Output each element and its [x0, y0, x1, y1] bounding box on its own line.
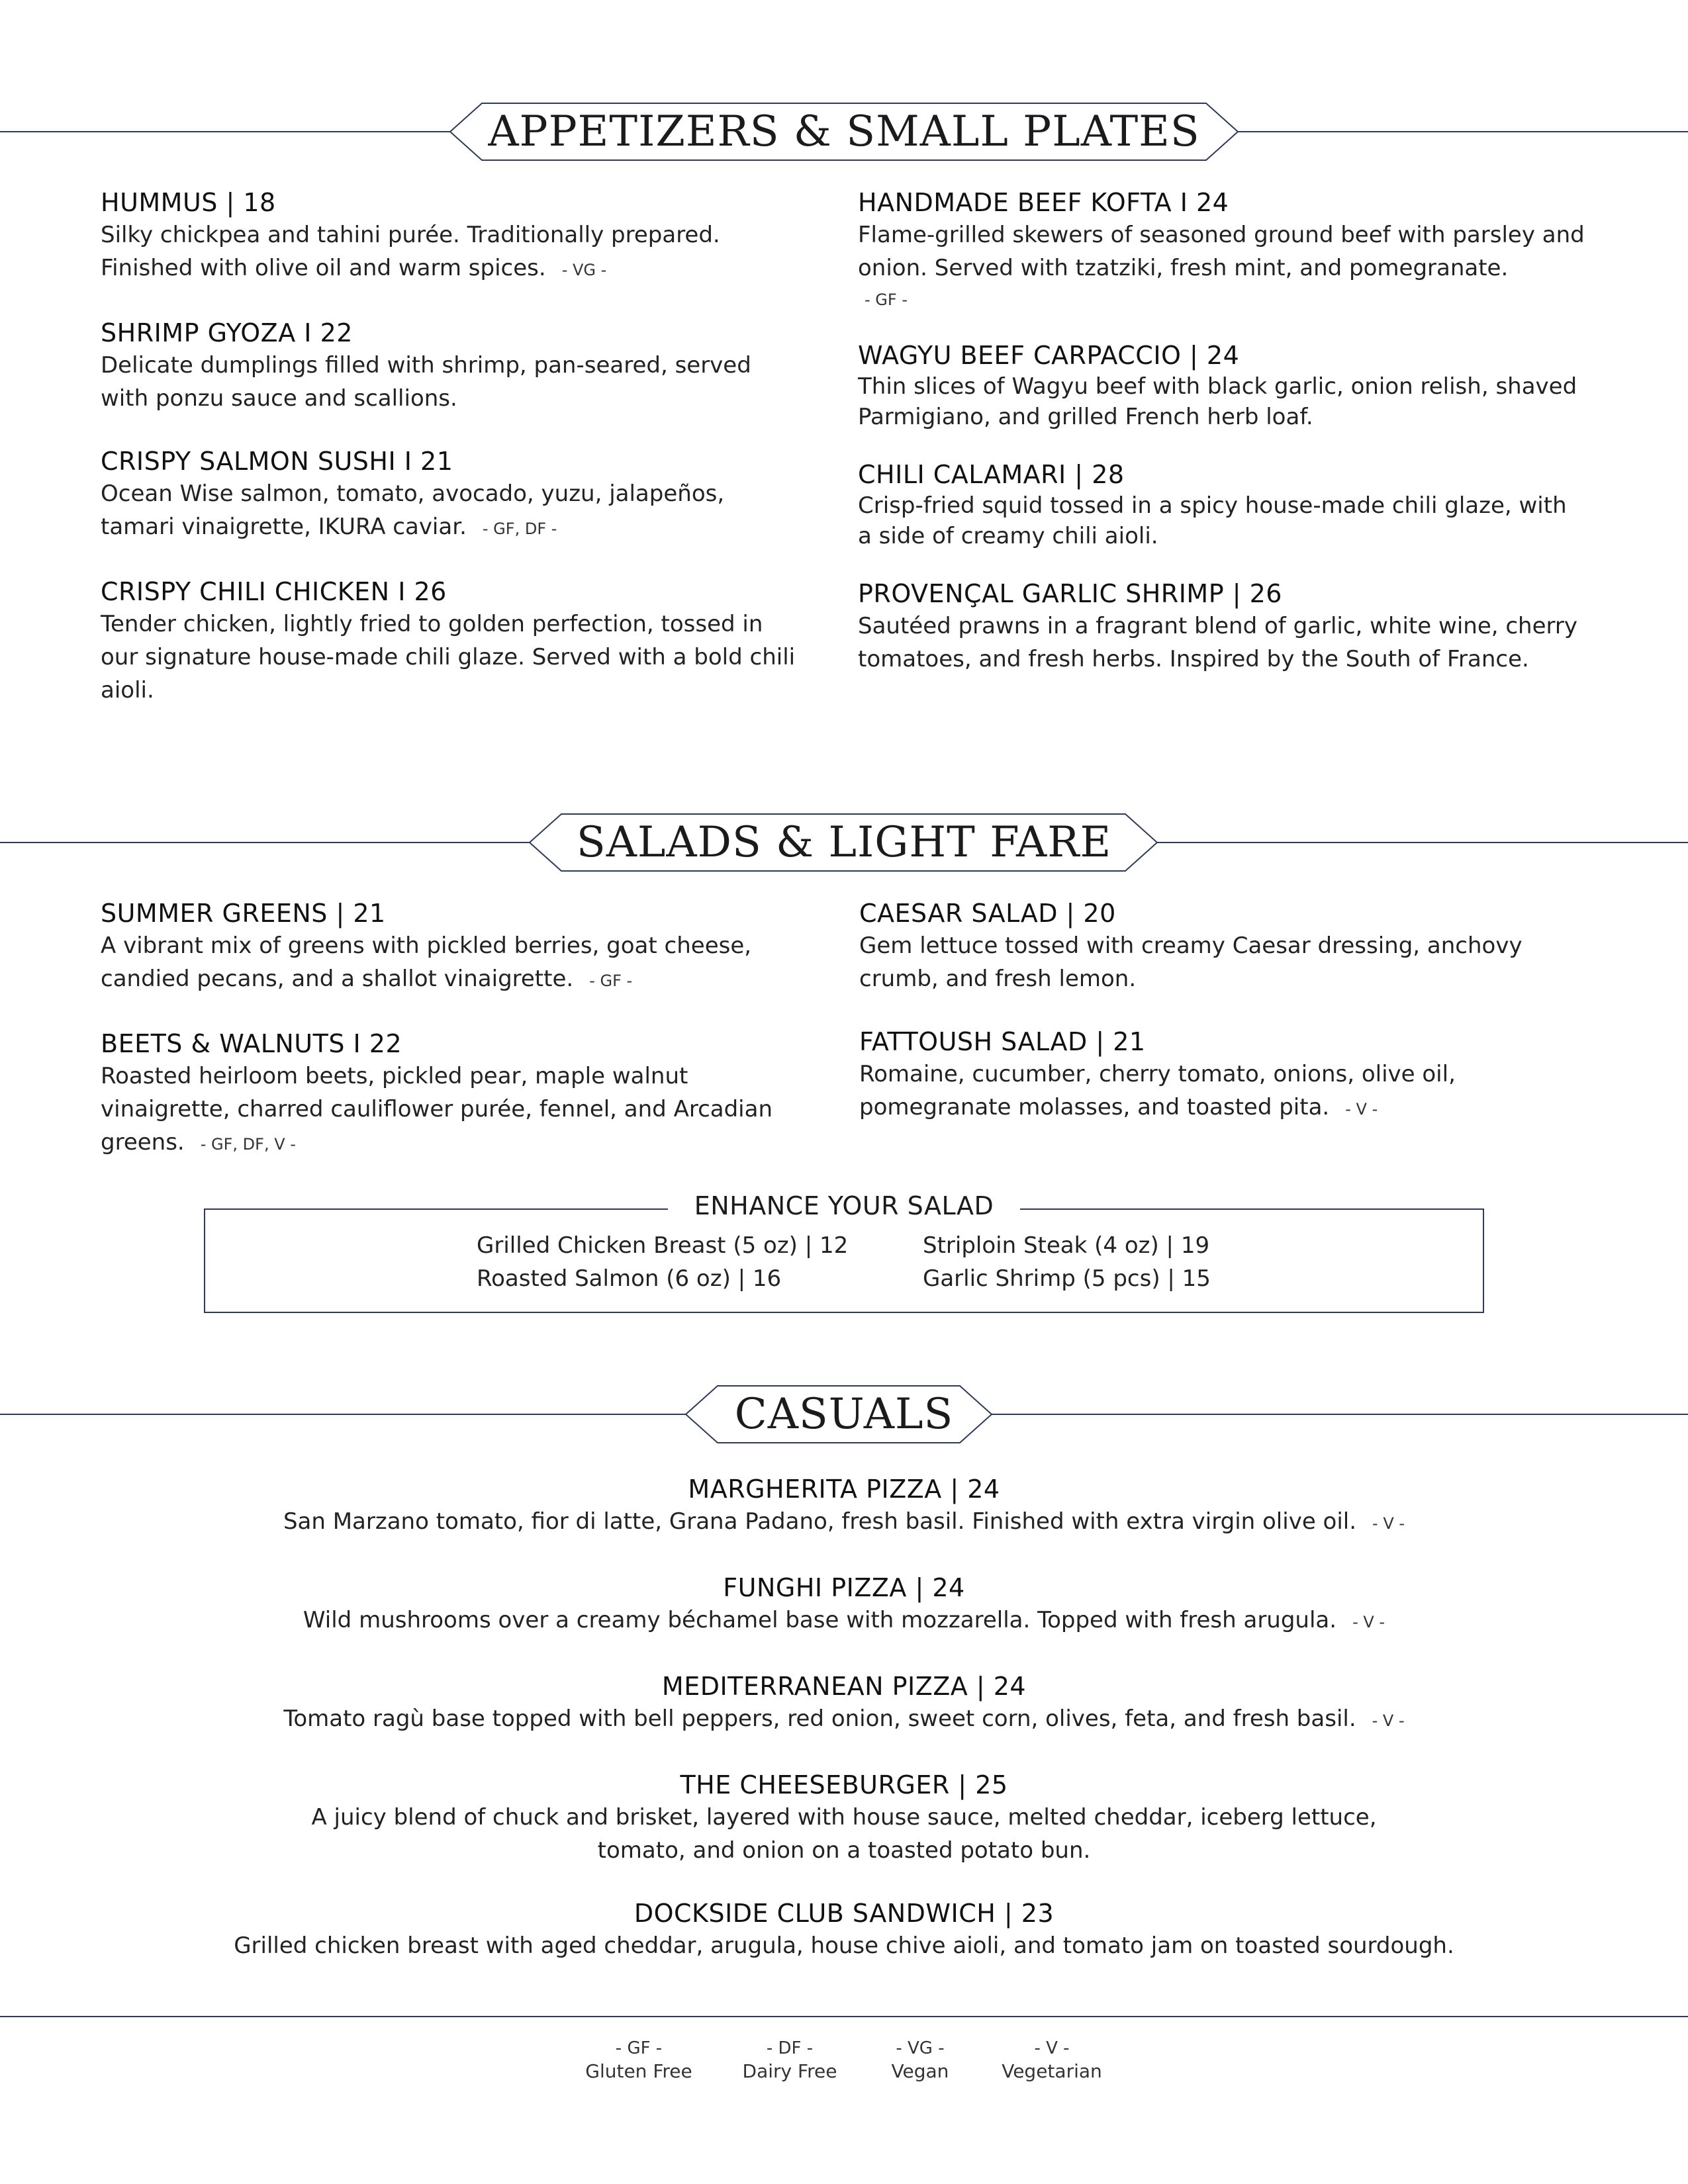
menu-item [101, 317, 802, 415]
menu-item [0, 1897, 1688, 1962]
diet-tag: - V - [1345, 1100, 1378, 1118]
legend-code: - V - [1034, 2038, 1070, 2058]
menu-item [0, 1473, 1688, 1540]
item-title: CHILI CALAMARI | 28 [858, 460, 1125, 489]
item-description: Grilled chicken breast with aged cheddar, arugula, house chive aioli, and tomato jam on toasted sourdough. [234, 1933, 1454, 1959]
legend-label: Dairy Free [742, 2060, 837, 2082]
item-title: HUMMUS | 18 [101, 188, 276, 217]
legend-label: Gluten Free [585, 2060, 692, 2082]
section-title: CASUALS [734, 1390, 954, 1439]
enhance-option: Roasted Salmon (6 oz) | 16 [477, 1265, 782, 1292]
diet-tag: - GF, DF - [482, 520, 557, 538]
salads-header [0, 813, 1688, 872]
item-title: CRISPY CHILI CHICKEN I 26 [101, 577, 447, 606]
appetizers-left-column [101, 187, 802, 737]
item-description: Delicate dumplings filled with shrimp, pan-seared, served with ponzu sauce and scallions. [101, 352, 751, 412]
menu-item [101, 576, 802, 707]
item-description: Wild mushrooms over a creamy béchamel base with mozzarella. Topped with fresh arugula. - V - [303, 1607, 1385, 1633]
section-title: APPETIZERS & SMALL PLATES [488, 107, 1200, 156]
menu-item [0, 1572, 1688, 1639]
item-description: Tomato ragù base topped with bell peppers, red onion, sweet corn, olives, feta, and fresh basil. - V - [283, 1706, 1405, 1732]
casuals-list [0, 1473, 1688, 1994]
item-title: FATTOUSH SALAD | 21 [859, 1027, 1146, 1056]
legend-v [989, 2037, 1115, 2083]
diet-tag: - V - [1372, 1514, 1405, 1533]
menu-item [859, 897, 1561, 995]
legend-df [727, 2037, 853, 2083]
enhance-salad-box [204, 1208, 1484, 1313]
menu-item [859, 1026, 1561, 1126]
item-title: THE CHEESEBURGER | 25 [680, 1770, 1008, 1799]
menu-item [101, 1028, 809, 1161]
item-description: Sautéed prawns in a fragrant blend of garlic, white wine, cherry tomatoes, and fresh herbs. Inspired by the South of France. [858, 613, 1578, 672]
casuals-header [0, 1385, 1688, 1444]
item-description: A vibrant mix of greens with pickled berries, goat cheese, candied pecans, and a shallot vinaigrette. - GF - [101, 933, 752, 992]
appetizers-header [0, 102, 1688, 161]
item-title: SUMMER GREENS | 21 [101, 899, 386, 928]
legend-label: Vegetarian [1002, 2060, 1102, 2082]
menu-item [101, 445, 802, 545]
item-title: CAESAR SALAD | 20 [859, 899, 1116, 928]
item-title: MEDITERRANEAN PIZZA | 24 [661, 1672, 1027, 1701]
section-title: SALADS & LIGHT FARE [576, 818, 1112, 867]
diet-tag: - GF - [589, 972, 633, 990]
appetizers-right-column [858, 187, 1586, 706]
diet-tag: - GF - [865, 291, 908, 309]
item-title: HANDMADE BEEF KOFTA I 24 [858, 188, 1229, 217]
enhance-option: Grilled Chicken Breast (5 oz) | 12 [477, 1232, 849, 1259]
item-title: DOCKSIDE CLUB SANDWICH | 23 [633, 1899, 1055, 1928]
diet-tag: - VG - [561, 261, 607, 279]
item-description: Tender chicken, lightly fried to golden perfection, tossed in our signature house-made chili glaze. Served with a bold chili aioli. [101, 611, 796, 704]
menu-item [858, 459, 1586, 551]
item-description: Silky chickpea and tahini purée. Traditionally prepared. Finished with olive oil and warm spices. - VG - [101, 222, 720, 281]
item-description: A juicy blend of chuck and brisket, layered with house sauce, melted cheddar, iceberg lettuce, tomato, and onion on a toasted potato bun. [311, 1804, 1377, 1864]
item-title: SHRIMP GYOZA I 22 [101, 318, 353, 347]
item-title: BEETS & WALNUTS I 22 [101, 1029, 402, 1058]
item-title: MARGHERITA PIZZA | 24 [688, 1475, 1000, 1504]
item-description: Flame-grilled skewers of seasoned ground beef with parsley and onion. Served with tzatziki, fresh mint, and pomegranate. [858, 222, 1585, 281]
item-description: Thin slices of Wagyu beef with black garlic, onion relish, shaved Parmigiano, and grilled French herb loaf. [858, 373, 1577, 430]
diet-tag: - GF, DF, V - [200, 1135, 296, 1154]
item-title: PROVENÇAL GARLIC SHRIMP | 26 [858, 579, 1282, 608]
legend-vg [861, 2037, 980, 2083]
enhance-title: ENHANCE YOUR SALAD [0, 1191, 1688, 1220]
diet-tag: - V - [1352, 1613, 1385, 1631]
legend-code: - GF - [615, 2038, 663, 2058]
item-description: Gem lettuce tossed with creamy Caesar dressing, anchovy crumb, and fresh lemon. [859, 933, 1523, 992]
item-title: CRISPY SALMON SUSHI I 21 [101, 447, 453, 476]
item-title: FUNGHI PIZZA | 24 [723, 1573, 965, 1602]
menu-item [0, 1670, 1688, 1737]
menu-item [0, 1769, 1688, 1867]
menu-item [858, 340, 1586, 432]
legend-code: - DF - [766, 2038, 814, 2058]
item-description: Crisp-fried squid tossed in a spicy house-made chili glaze, with a side of creamy chili aioli. [858, 492, 1567, 549]
legend-code: - VG - [896, 2038, 945, 2058]
menu-item [101, 187, 802, 287]
item-description: Roasted heirloom beets, pickled pear, maple walnut vinaigrette, charred cauliflower purée, fennel, and Arcadian greens. - GF, DF, V - [101, 1063, 773, 1156]
item-description: Romaine, cucumber, cherry tomato, onions, olive oil, pomegranate molasses, and toasted pita. - V - [859, 1061, 1456, 1120]
menu-item [101, 897, 809, 997]
menu-item [858, 187, 1586, 313]
item-title: WAGYU BEEF CARPACCIO | 24 [858, 341, 1240, 370]
salads-right-column [859, 897, 1561, 1156]
legend-gf [576, 2037, 702, 2083]
enhance-option: Striploin Steak (4 oz) | 19 [923, 1232, 1210, 1259]
enhance-option: Garlic Shrimp (5 pcs) | 15 [923, 1265, 1211, 1292]
item-description: Ocean Wise salmon, tomato, avocado, yuzu, jalapeños, tamari vinaigrette, IKURA caviar. - GF, DF - [101, 480, 725, 540]
menu-item [858, 578, 1586, 676]
salads-left-column [101, 897, 809, 1191]
diet-tag: - V - [1372, 1711, 1405, 1730]
item-description: San Marzano tomato, fior di latte, Grana Padano, fresh basil. Finished with extra virgin olive oil. - V - [283, 1508, 1405, 1535]
legend-label: Vegan [891, 2060, 949, 2082]
footer-divider [0, 2016, 1688, 2017]
